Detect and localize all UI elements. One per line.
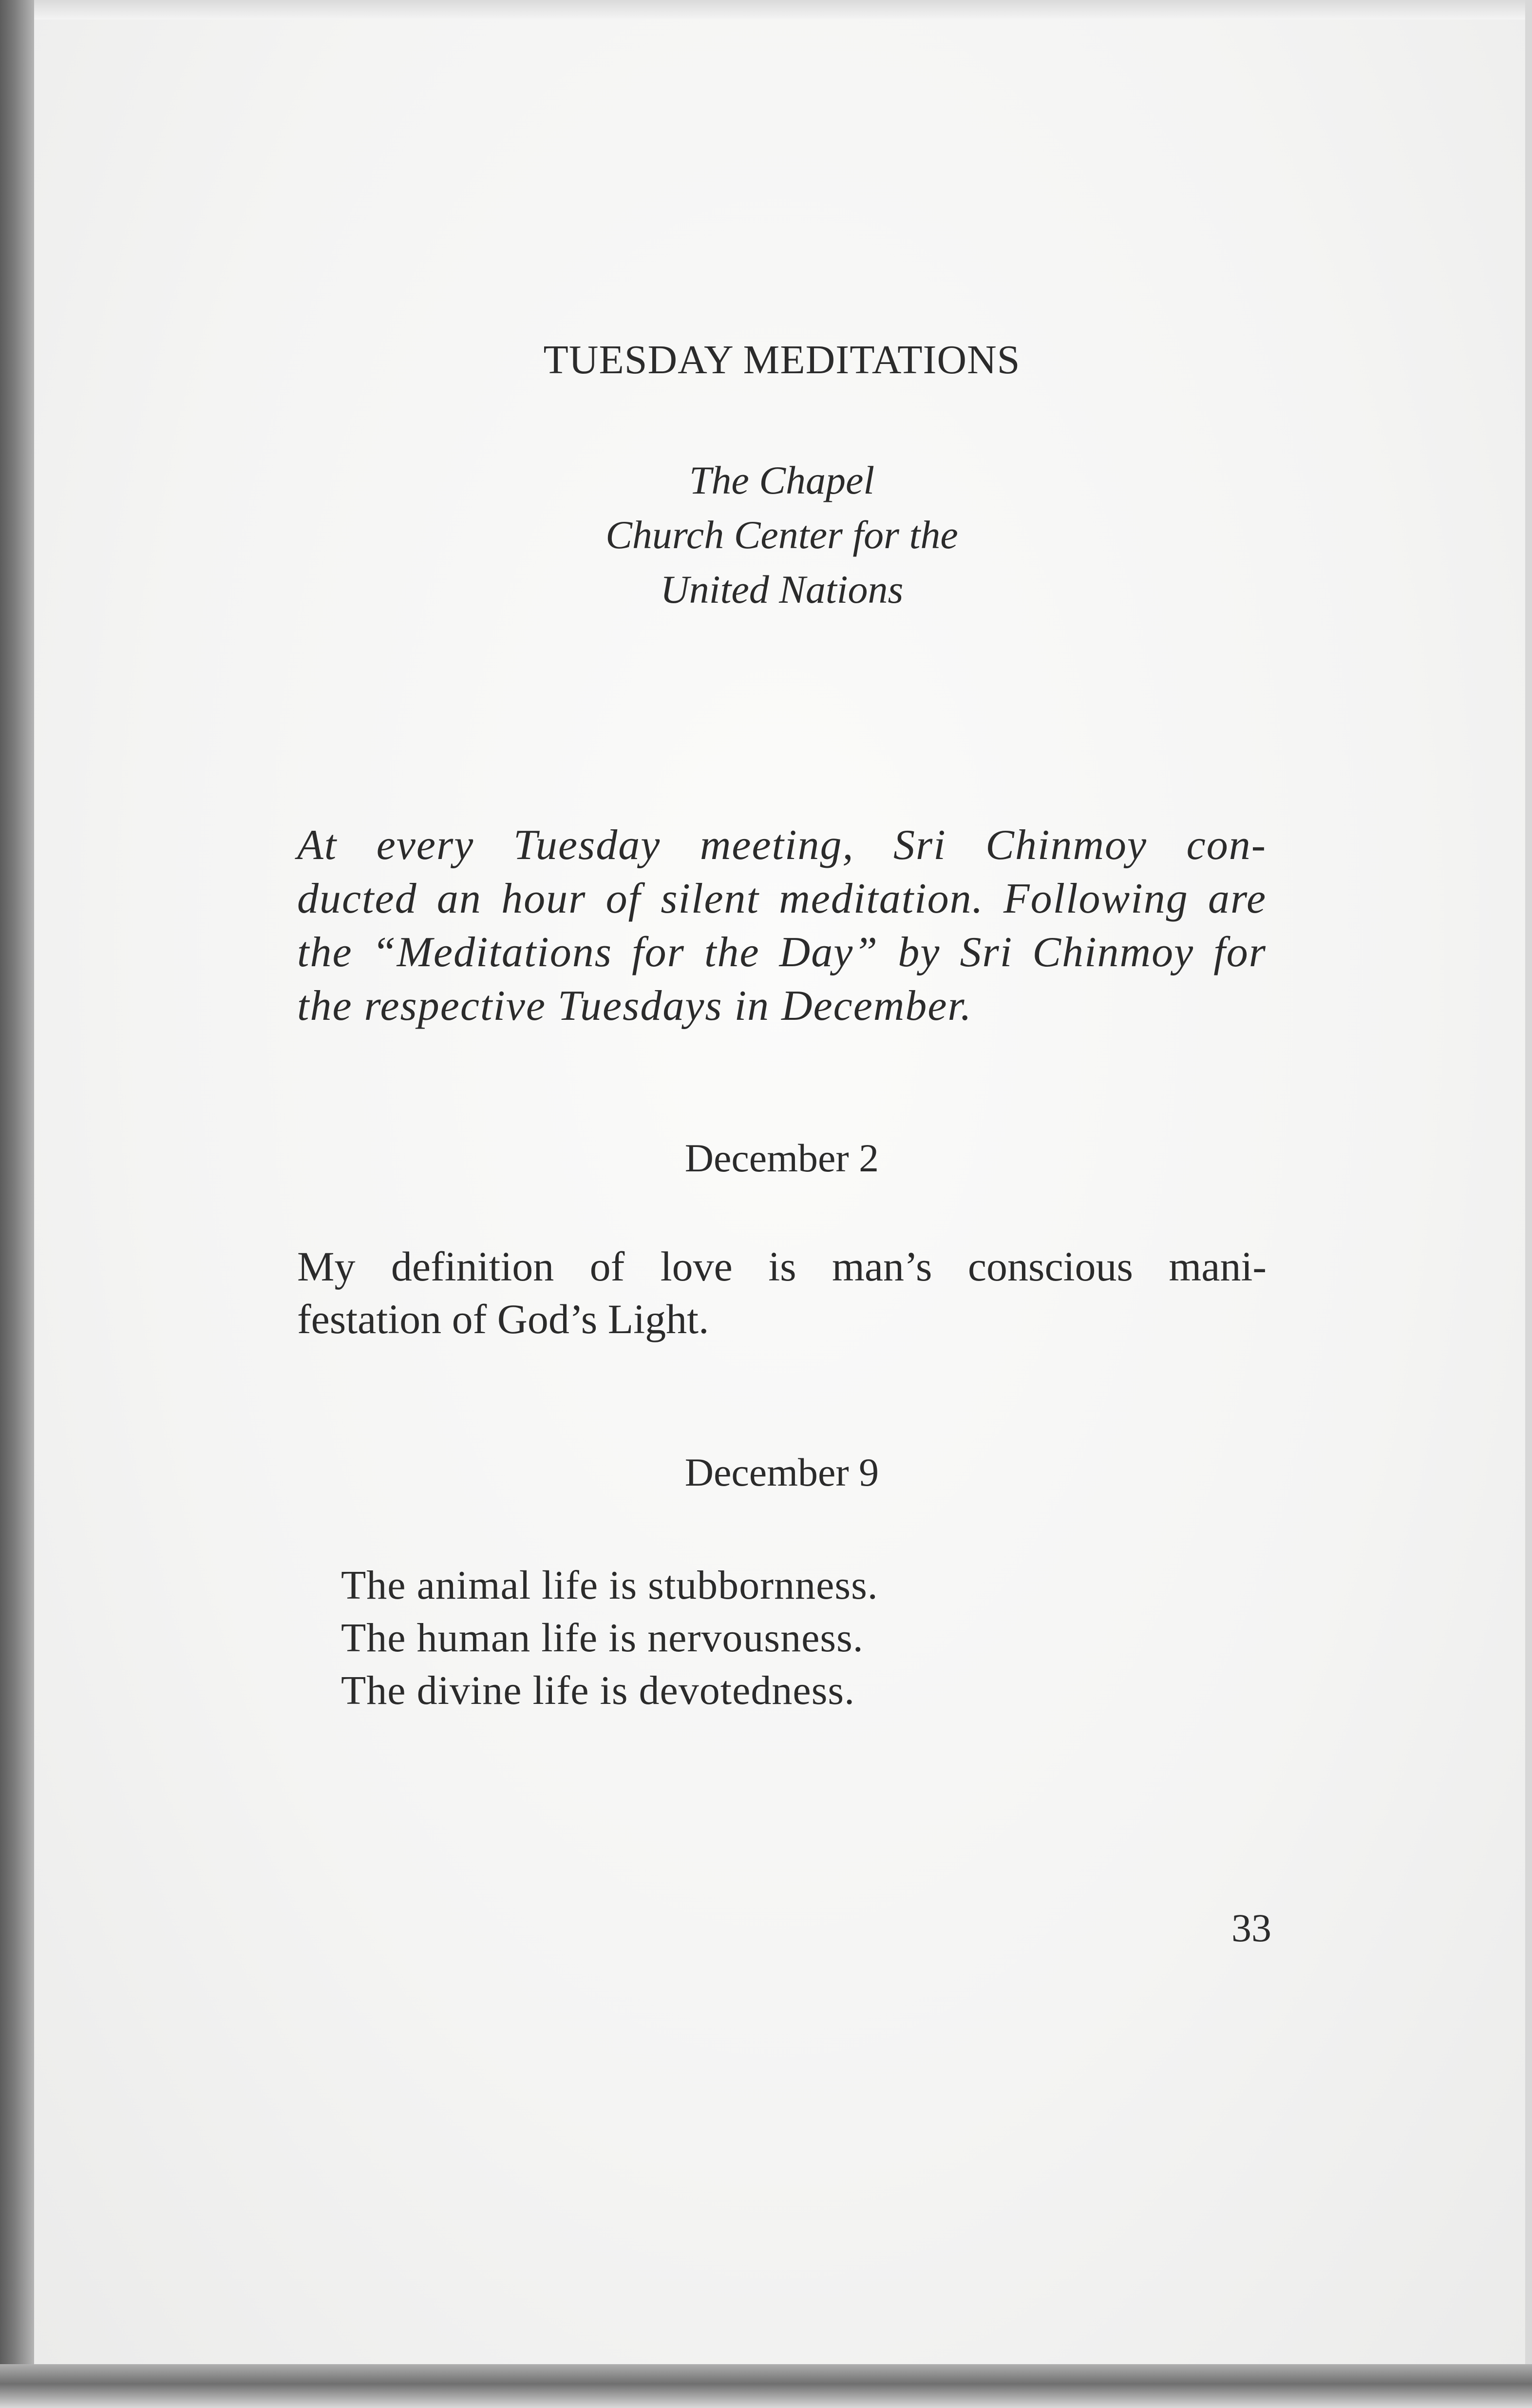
intro-line: the respective Tuesdays in December. (297, 982, 972, 1030)
entry-date: December 2 (684, 1136, 879, 1180)
location-line: The Chapel (689, 458, 875, 502)
entry-date: December 9 (684, 1450, 879, 1494)
right-edge (1525, 0, 1532, 2408)
entry-line: The human life is nervousness. (341, 1615, 864, 1661)
location-block (297, 453, 1267, 617)
intro-line: At every Tuesday meeting, Sri Chinmoy con- (297, 822, 1267, 869)
page-number: 33 (1231, 1906, 1271, 1950)
page-title: TUESDAY MEDITATIONS (543, 337, 1021, 382)
intro-paragraph (297, 819, 1267, 1033)
location-line: United Nations (660, 567, 904, 612)
entry-line: The divine life is devotedness. (341, 1668, 855, 1713)
top-edge (34, 0, 1532, 19)
location-line: Church Center for the (605, 513, 958, 557)
intro-line: the “Meditations for the Day” by Sri Chinmoy for (297, 929, 1267, 976)
entry-line: The animal life is stubbornness. (341, 1563, 878, 1608)
binding-shadow (0, 0, 34, 2408)
entry-line: festation of God’s Light. (297, 1296, 709, 1342)
entry-text (297, 1240, 1267, 1345)
bottom-edge (0, 2364, 1532, 2408)
entry-line: My definition of love is man’s conscious mani- (297, 1243, 1267, 1290)
entry-text (341, 1559, 1218, 1717)
page-surface (34, 19, 1525, 2364)
intro-line: ducted an hour of silent meditation. Following are (297, 875, 1267, 922)
